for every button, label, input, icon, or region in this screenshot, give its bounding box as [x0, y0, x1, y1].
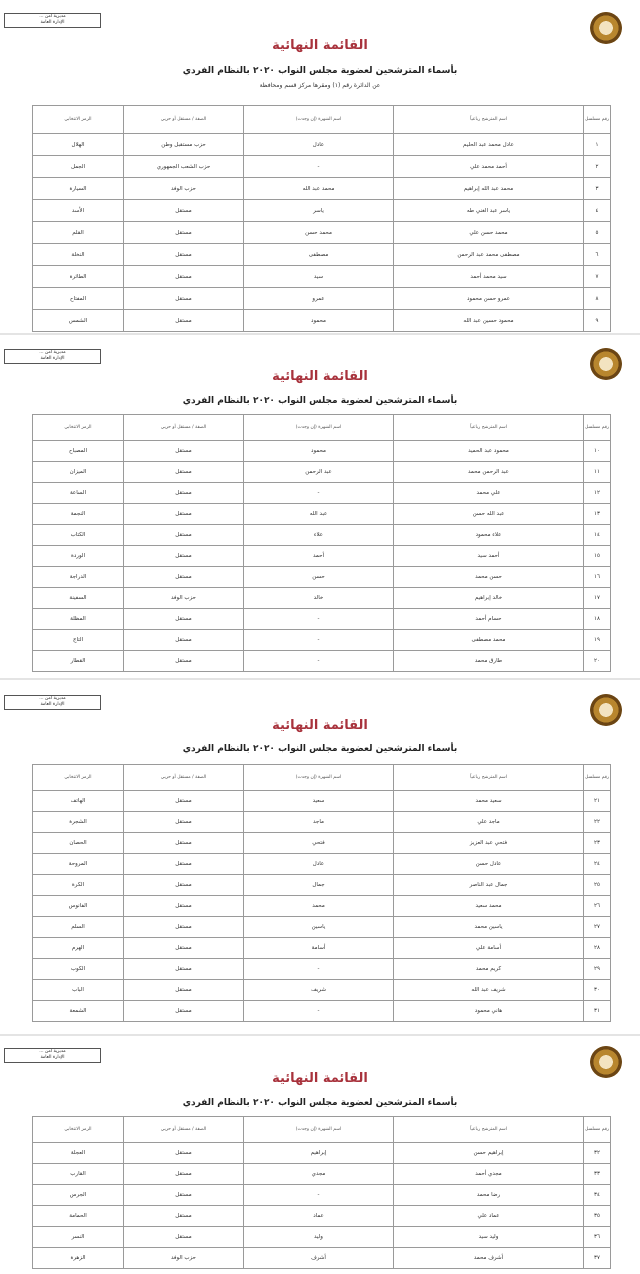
- col-header-name: اسم المترشح رباعياً: [394, 415, 584, 441]
- col-header-symbol: الرمز الانتخابي: [33, 415, 124, 441]
- table-row: ٣ محمد عبد الله إبراهيم محمد عبد الله حزب الوفد السيارة: [33, 178, 611, 200]
- page-title: القائمة النهائية: [272, 718, 368, 733]
- table-row: ١٨ حسام أحمد - مستقل المظلة: [33, 609, 611, 630]
- page-divider: [0, 333, 640, 335]
- table-row: ٢٨ أسامة علي أسامة مستقل الهرم: [33, 938, 611, 959]
- table-row: ٣٢ إبراهيم حسن إبراهيم مستقل العجلة: [33, 1143, 611, 1164]
- official-stamp: مديرية أمن ... الإدارة العامة: [4, 13, 101, 28]
- col-header-serial: رقم مسلسل: [584, 765, 611, 791]
- official-stamp: مديرية أمن ... الإدارة العامة: [4, 349, 101, 364]
- col-header-symbol: الرمز الانتخابي: [33, 106, 124, 134]
- col-header-serial: رقم مسلسل: [584, 1117, 611, 1143]
- col-header-affiliation: الصفة / مستقل أو حزبي: [124, 765, 244, 791]
- page-divider: [0, 678, 640, 680]
- table-row: ١٥ أحمد سيد أحمد مستقل الوردة: [33, 546, 611, 567]
- ballot-page-4: [0, 1038, 640, 1274]
- official-stamp: مديرية أمن ... الإدارة العامة: [4, 695, 101, 710]
- table-row: ١٦ حسن محمد حسن مستقل الدراجة: [33, 567, 611, 588]
- col-header-affiliation: الصفة / مستقل أو حزبي: [124, 415, 244, 441]
- table-row: ٣١ هاني محمود - مستقل الشمعة: [33, 1001, 611, 1022]
- page-title: القائمة النهائية: [272, 38, 368, 53]
- table-row: ٢٣ فتحي عبد العزيز فتحي مستقل الحصان: [33, 833, 611, 854]
- page-title: القائمة النهائية: [272, 1071, 368, 1086]
- table-row: ٢٦ محمد سعيد محمد مستقل الفانوس: [33, 896, 611, 917]
- table-row: ٣٧ أشرف محمد أشرف حزب الوفد الزهرة: [33, 1248, 611, 1269]
- table-row: ٢٩ كريم محمد - مستقل الكوب: [33, 959, 611, 980]
- candidates-table: [32, 1116, 611, 1269]
- table-row: ١١ عبد الرحمن محمد عبد الرحمن مستقل الميزان: [33, 462, 611, 483]
- table-row: ٢١ سعيد محمد سعيد مستقل الهاتف: [33, 791, 611, 812]
- candidates-table: [32, 414, 611, 672]
- table-row: ١٩ محمد مصطفى - مستقل التاج: [33, 630, 611, 651]
- col-header-name: اسم المترشح رباعياً: [394, 1117, 584, 1143]
- ballot-page-3: [0, 682, 640, 1032]
- ballot-page-1: [0, 0, 640, 331]
- col-header-nickname: اسم الشهرة (إن وجدت): [244, 415, 394, 441]
- table-row: ٥ محمد حسن علي محمد حسن مستقل القلم: [33, 222, 611, 244]
- table-row: ١٠ محمود عبد الحميد محمود مستقل المصباح: [33, 441, 611, 462]
- col-header-name: اسم المترشح رباعياً: [394, 765, 584, 791]
- table-row: ٦ مصطفى محمد عبد الرحمن مصطفى مستقل النخلة: [33, 244, 611, 266]
- table-row: ٧ سيد محمد أحمد سيد مستقل الطائرة: [33, 266, 611, 288]
- table-row: ٢٢ ماجد علي ماجد مستقل الشجرة: [33, 812, 611, 833]
- col-header-symbol: الرمز الانتخابي: [33, 1117, 124, 1143]
- district-info: عن الدائرة رقم (١) ومقرها مركز قسم ومحافظة: [259, 82, 381, 89]
- col-header-affiliation: الصفة / مستقل أو حزبي: [124, 106, 244, 134]
- col-header-serial: رقم مسلسل: [584, 106, 611, 134]
- table-row: ٢٠ طارق محمد - مستقل القطار: [33, 651, 611, 672]
- col-header-nickname: اسم الشهرة (إن وجدت): [244, 106, 394, 134]
- official-stamp: مديرية أمن ... الإدارة العامة: [4, 1048, 101, 1063]
- page-subtitle: بأسماء المترشحين لعضوية مجلس النواب ٢٠٢٠ بالنظام الفردي: [182, 744, 458, 754]
- candidates-table: [32, 105, 611, 332]
- page-subtitle: بأسماء المترشحين لعضوية مجلس النواب ٢٠٢٠ بالنظام الفردي: [182, 396, 458, 406]
- page-subtitle: بأسماء المترشحين لعضوية مجلس النواب ٢٠٢٠ بالنظام الفردي: [182, 1098, 458, 1108]
- col-header-affiliation: الصفة / مستقل أو حزبي: [124, 1117, 244, 1143]
- table-row: ٣٦ وليد سيد وليد مستقل النسر: [33, 1227, 611, 1248]
- page-title: القائمة النهائية: [272, 369, 368, 384]
- table-row: ١٤ علاء محمود علاء مستقل الكتاب: [33, 525, 611, 546]
- page-divider: [0, 1034, 640, 1036]
- ballot-page-2: [0, 336, 640, 676]
- table-row: ٢٧ ياسين محمد ياسين مستقل السلم: [33, 917, 611, 938]
- col-header-name: اسم المترشح رباعياً: [394, 106, 584, 134]
- page-subtitle: بأسماء المترشحين لعضوية مجلس النواب ٢٠٢٠ بالنظام الفردي: [182, 66, 458, 76]
- col-header-nickname: اسم الشهرة (إن وجدت): [244, 765, 394, 791]
- table-row: ٣٥ عماد علي عماد مستقل الحمامة: [33, 1206, 611, 1227]
- table-row: ١٢ علي محمد - مستقل الساعة: [33, 483, 611, 504]
- table-row: ٢٥ جمال عبد الناصر جمال مستقل الكرة: [33, 875, 611, 896]
- table-row: ٨ عمرو حسن محمود عمرو مستقل المفتاح: [33, 288, 611, 310]
- col-header-nickname: اسم الشهرة (إن وجدت): [244, 1117, 394, 1143]
- table-row: ٣٠ شريف عبد الله شريف مستقل الباب: [33, 980, 611, 1001]
- table-row: ١٣ عبد الله حسن عبد الله مستقل النجمة: [33, 504, 611, 525]
- col-header-serial: رقم مسلسل: [584, 415, 611, 441]
- table-row: ٤ ياسر عبد الغني طه ياسر مستقل الأسد: [33, 200, 611, 222]
- table-row: ٢ أحمد محمد علي - حزب الشعب الجمهوري الجمل: [33, 156, 611, 178]
- table-row: ١٧ خالد إبراهيم خالد حزب الوفد السفينة: [33, 588, 611, 609]
- col-header-symbol: الرمز الانتخابي: [33, 765, 124, 791]
- candidates-table: [32, 764, 611, 1022]
- table-row: ٢٤ عادل حسن عادل مستقل المروحة: [33, 854, 611, 875]
- table-row: ٩ محمود حسين عبد الله محمود مستقل الشمس: [33, 310, 611, 332]
- table-row: ١ عادل محمد عبد الحليم عادل حزب مستقبل وطن الهلال: [33, 134, 611, 156]
- table-row: ٣٤ رضا محمد - مستقل الجرس: [33, 1185, 611, 1206]
- table-row: ٣٣ مجدي أحمد مجدي مستقل القارب: [33, 1164, 611, 1185]
